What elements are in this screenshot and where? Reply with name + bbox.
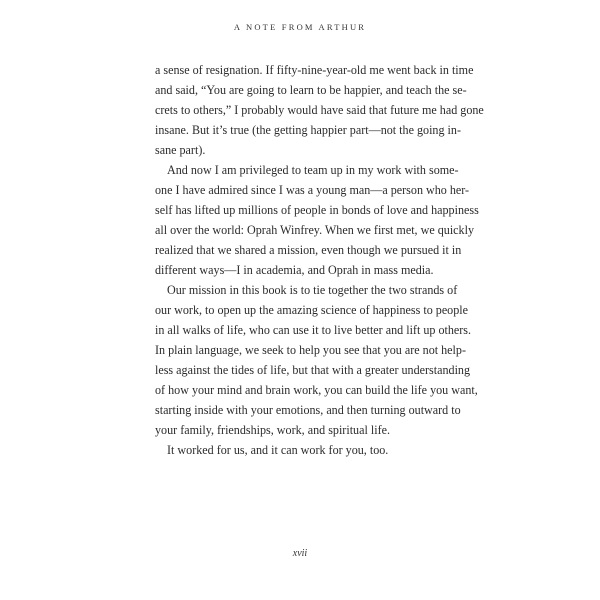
text-line: crets to others,” I probably would have said that future me had gone	[155, 103, 484, 117]
text-line: in all walks of life, who can use it to live better and lift up others.	[155, 323, 472, 337]
paragraph-1	[155, 60, 484, 160]
text-line: our work, to open up the amazing science of happiness to people	[155, 303, 469, 317]
text-line: starting inside with your emotions, and then turning outward to	[155, 403, 461, 417]
text-line: self has lifted up millions of people in bonds of love and happiness	[155, 203, 479, 217]
text-line: sane part).	[155, 143, 206, 157]
paragraph-3	[155, 280, 478, 440]
text-line: insane. But it’s true (the getting happier part—not the going in-	[155, 123, 461, 137]
page-number: xvii	[292, 548, 308, 559]
text-line: And now I am privileged to team up in my work with some-	[167, 163, 459, 177]
text-line: In plain language, we seek to help you see that you are not help-	[155, 343, 466, 357]
text-line: of how your mind and brain work, you can build the life you want,	[155, 383, 478, 397]
text-line: less against the tides of life, but that with a greater understanding	[155, 363, 471, 377]
text-line: realized that we shared a mission, even though we pursued it in	[155, 243, 462, 257]
text-line: your family, friendships, work, and spiritual life.	[155, 423, 390, 437]
text-line: It worked for us, and it can work for you, too.	[167, 443, 389, 457]
text-line: Our mission in this book is to tie together the two strands of	[167, 283, 458, 297]
paragraph-2	[155, 160, 479, 280]
text-line: one I have admired since I was a young man—a person who her-	[155, 183, 470, 197]
text-line: all over the world: Oprah Winfrey. When we first met, we quickly	[155, 223, 475, 237]
paragraph-4	[155, 440, 447, 460]
running-head: A NOTE FROM ARTHUR	[233, 22, 367, 32]
text-line: and said, “You are going to learn to be happier, and teach the se-	[155, 83, 467, 97]
body-text	[155, 60, 484, 460]
text-line: different ways—I in academia, and Oprah in mass media.	[155, 263, 434, 277]
text-line: a sense of resignation. If fifty-nine-year-old me went back in time	[155, 63, 474, 77]
